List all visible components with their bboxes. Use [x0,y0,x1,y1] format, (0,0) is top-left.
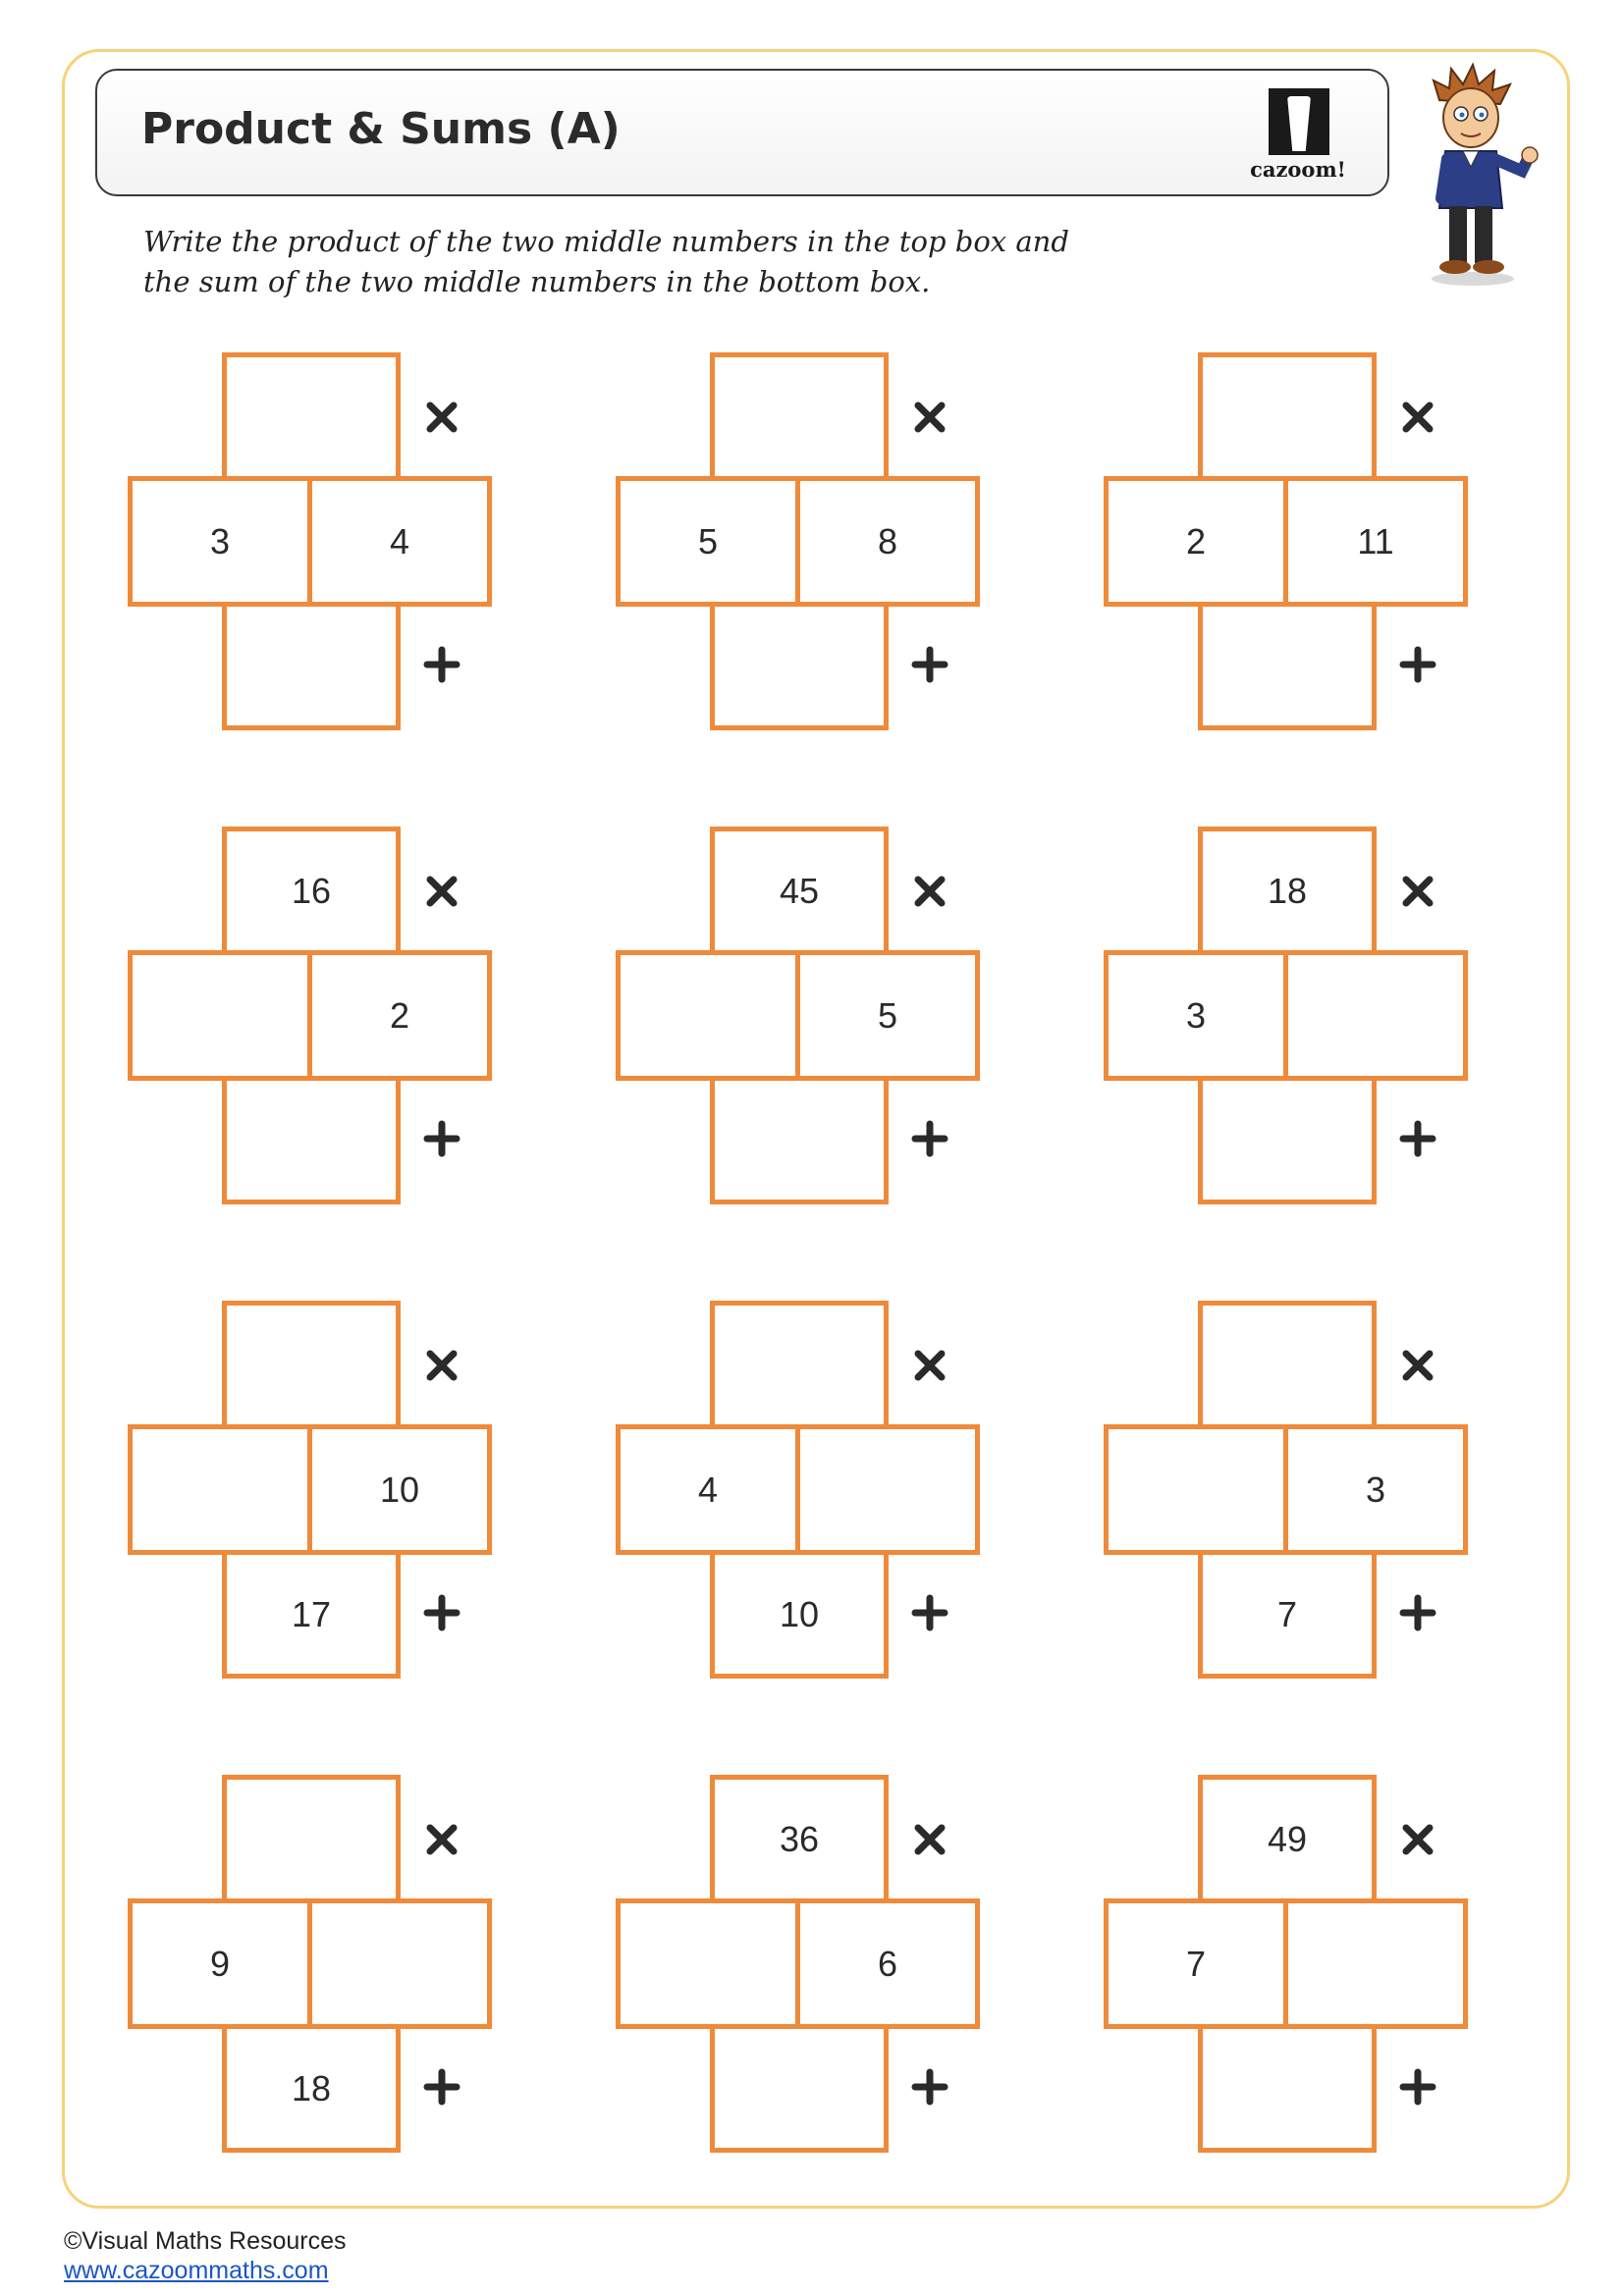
right-number-box[interactable] [1283,1898,1468,2029]
times-icon [910,872,949,911]
logo-text: cazoom! [1250,157,1346,182]
sum-box[interactable] [710,2024,889,2153]
product-sum-puzzle [616,827,984,1204]
product-sum-puzzle [1104,352,1472,730]
left-number-box[interactable]: 9 [128,1898,312,2029]
right-number-box[interactable]: 3 [1283,1424,1468,1555]
times-icon [1398,1820,1437,1859]
product-sum-puzzle [1104,1775,1472,2153]
plus-icon [910,2067,949,2107]
product-box[interactable]: 45 [710,827,889,955]
product-sum-puzzle [128,1775,496,2153]
right-number-box[interactable]: 6 [795,1898,980,2029]
left-number-box[interactable]: 5 [616,476,800,607]
product-box[interactable]: 16 [222,827,401,955]
product-box[interactable] [1198,352,1377,481]
product-sum-puzzle [1104,1301,1472,1679]
times-icon [910,1820,949,1859]
plus-icon [910,1119,949,1158]
times-icon [422,398,461,437]
right-number-box[interactable] [307,1898,492,2029]
sum-box[interactable]: 18 [222,2024,401,2153]
sum-box[interactable] [710,1076,889,1204]
right-number-box[interactable]: 8 [795,476,980,607]
logo-mark [1269,88,1329,155]
product-box[interactable]: 36 [710,1775,889,1903]
plus-icon [1398,1119,1437,1158]
sum-box[interactable]: 17 [222,1550,401,1679]
product-sum-puzzle [616,1775,984,2153]
right-number-box[interactable]: 2 [307,950,492,1081]
sum-box[interactable]: 7 [1198,1550,1377,1679]
times-icon [422,1346,461,1385]
right-number-box[interactable] [1283,950,1468,1081]
plus-icon [1398,645,1437,684]
left-number-box[interactable]: 4 [616,1424,800,1555]
times-icon [910,1346,949,1385]
left-number-box[interactable] [616,950,800,1081]
left-number-box[interactable]: 2 [1104,476,1288,607]
plus-icon [910,645,949,684]
sum-box[interactable] [1198,1076,1377,1204]
instruction-line-2: the sum of the two middle numbers in the bottom box. [143,265,931,298]
left-number-box[interactable] [128,950,312,1081]
plus-icon [422,2067,461,2107]
product-box[interactable]: 49 [1198,1775,1377,1903]
times-icon [1398,872,1437,911]
left-number-box[interactable] [128,1424,312,1555]
footer [64,2226,347,2285]
times-icon [910,398,949,437]
copyright-text: ©Visual Maths Resources [64,2227,347,2255]
instructions [143,222,1223,302]
left-number-box[interactable]: 7 [1104,1898,1288,2029]
left-number-box[interactable]: 3 [1104,950,1288,1081]
plus-icon [1398,2067,1437,2107]
plus-icon [1398,1593,1437,1632]
sum-box[interactable] [1198,602,1377,730]
title-banner [95,69,1389,196]
times-icon [422,1820,461,1859]
left-number-box[interactable]: 3 [128,476,312,607]
product-box[interactable] [710,352,889,481]
product-sum-puzzle [1104,827,1472,1204]
sum-box[interactable]: 10 [710,1550,889,1679]
product-box[interactable] [1198,1301,1377,1429]
left-number-box[interactable] [616,1898,800,2029]
right-number-box[interactable] [795,1424,980,1555]
cazoom-logo [1239,86,1357,187]
sum-box[interactable] [222,602,401,730]
instruction-line-1: Write the product of the two middle numbers in the top box and [143,225,1069,258]
plus-icon [422,1119,461,1158]
sum-box[interactable] [710,602,889,730]
page-title: Product & Sums (A) [141,104,621,154]
sum-box[interactable] [1198,2024,1377,2153]
product-box[interactable]: 18 [1198,827,1377,955]
plus-icon [910,1593,949,1632]
right-number-box[interactable]: 11 [1283,476,1468,607]
product-sum-puzzle [616,1301,984,1679]
website-link[interactable]: www.cazoommaths.com [64,2257,329,2284]
times-icon [422,872,461,911]
times-icon [1398,1346,1437,1385]
right-number-box[interactable]: 5 [795,950,980,1081]
right-number-box[interactable]: 10 [307,1424,492,1555]
plus-icon [422,645,461,684]
product-box[interactable] [222,1301,401,1429]
times-icon [1398,398,1437,437]
product-sum-puzzle [616,352,984,730]
product-box[interactable] [710,1301,889,1429]
sum-box[interactable] [222,1076,401,1204]
product-box[interactable] [222,1775,401,1903]
right-number-box[interactable]: 4 [307,476,492,607]
cartoon-boy-mascot [1412,61,1540,287]
left-number-box[interactable] [1104,1424,1288,1555]
plus-icon [422,1593,461,1632]
product-sum-puzzle [128,1301,496,1679]
product-sum-puzzle [128,827,496,1204]
product-box[interactable] [222,352,401,481]
product-sum-puzzle [128,352,496,730]
